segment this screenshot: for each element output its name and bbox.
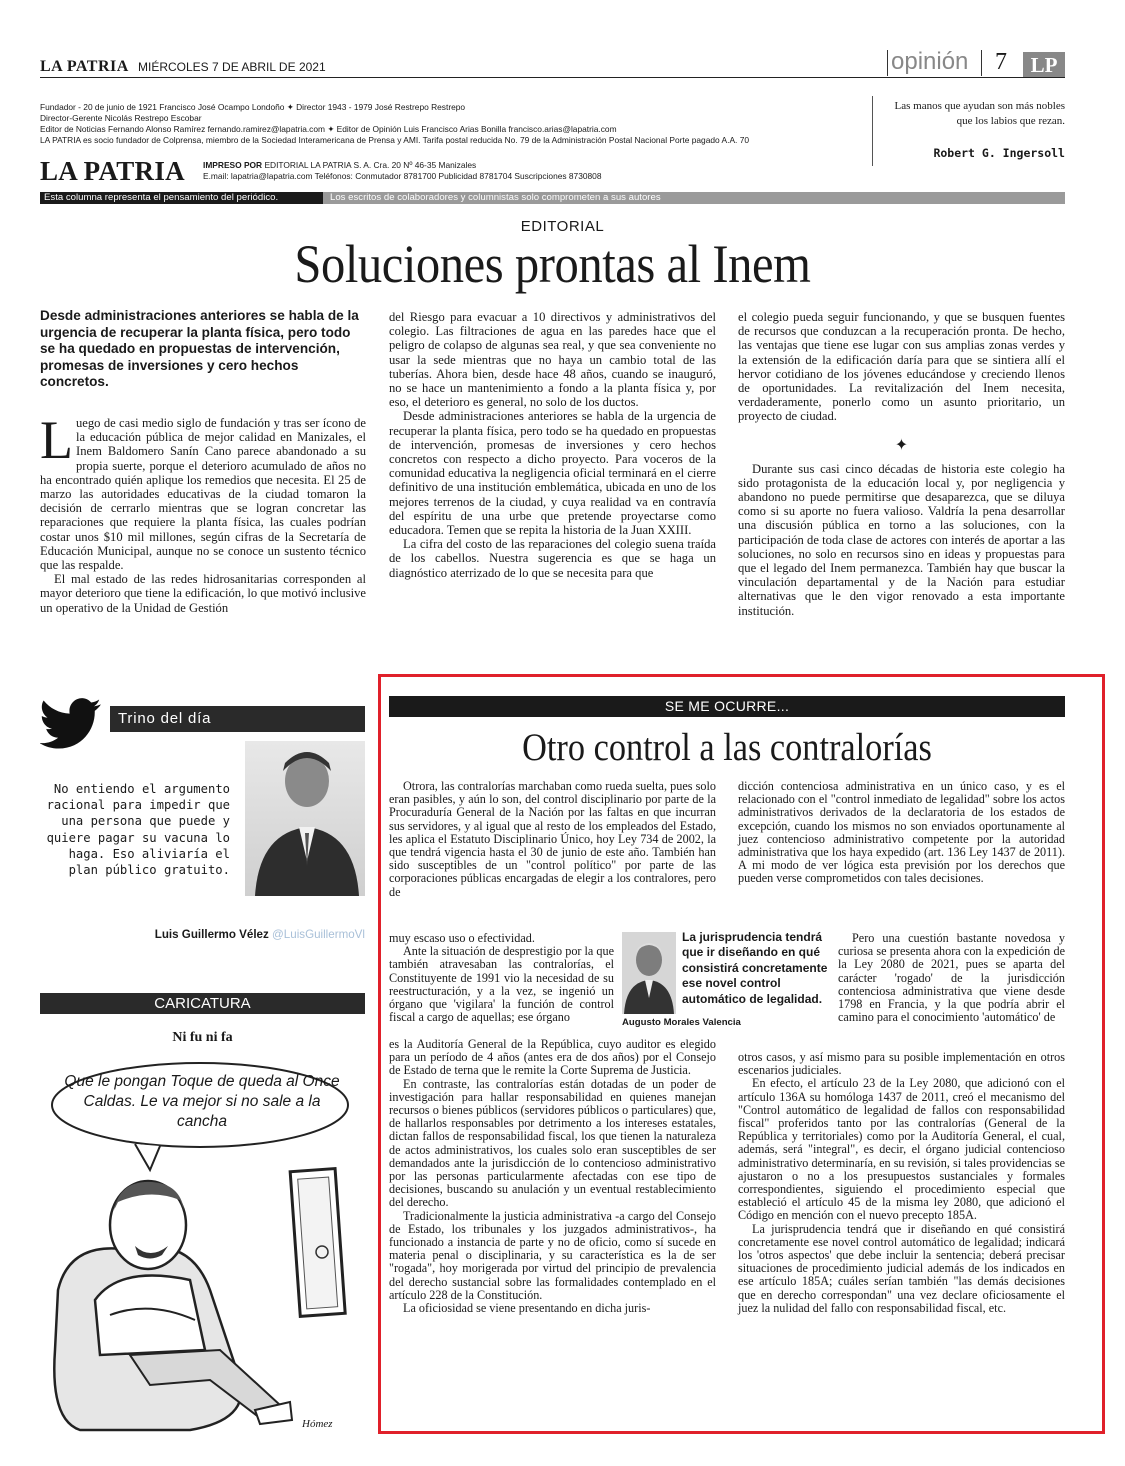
quote-text: Las manos que ayudan son más nobles que los labios que rezan.	[894, 100, 1065, 127]
editorial-column-1	[40, 410, 366, 615]
editorial-paragraph: Desde administraciones anteriores se habla de la urgencia de recuperar la planta física, pero todo se ha quedado en propuestas de intervención, promesas de inversiones y cero hechos concretos con respecto a dicho proyecto. Para voceros de la comunidad educativa la negligencia oficial terminará en el cierre definitivo de una institución emblemática, ubicada en uno de los mejores terrenos de la ciudad, y cuya realidad va en contravía del espíritu de una urbe que pretende proyectarse como educadora. Temen que se repita la historia de la Juan XXIII.	[389, 409, 716, 538]
column-paragraph: La oficiosidad se viene presentando en dicha juris-	[403, 1301, 651, 1316]
caricatura-header	[40, 993, 365, 1014]
section-divider	[887, 50, 888, 76]
column-paragraph: Pero una cuestión bastante novedosa y curiosa se presenta ahora con la expedición de la Ley 2080 de 2021, pues se aparta del carácter 'rogado' de la jurisdicción contenciosa administrativa que viene desde 1798 en Francia, y la que podría abrir el camino para el conocimiento 'automático' de	[838, 931, 1065, 1025]
opinion-banner	[40, 192, 1065, 204]
column-paragraph: Otrora, las contralorías marchaban como rueda suelta, pues solo eran pasibles, y aún lo son, del control disciplinario por parte de la Procuraduría General de la Nación por las faltas en que incurran sus servidores, y al igual que al resto de los empleados del Estado, les aplica el Estatuto Disciplinario Único, hoy Ley 734 de 2002, la que tendrá vigencia hasta el 30 de junio de este año. También han sido susceptibles de un "control político" por parte de las corporaciones públicas encargadas de elegir a los contralores, pero de	[389, 779, 716, 899]
credits-block	[40, 102, 840, 146]
quote-divider	[872, 96, 873, 166]
speech-bubble	[62, 1072, 342, 1132]
editorial-column-2	[389, 310, 716, 580]
editorial-lead: Desde administraciones anteriores se habla de la urgencia de recuperar la planta física, pero todo se ha quedado en propuestas de intervención, promesas de inversiones y cero hechos concretos.	[40, 308, 359, 390]
editorial-title: Soluciones prontas al Inem	[294, 234, 811, 294]
credits-line: Editor de Noticias Fernando Alonso Ramírez fernando.ramirez@lapatria.com ✦ Editor de Opinión Luis Francisco Arias Bonilla francisco.arias@lapatria.com	[40, 124, 617, 134]
columnist-name: Augusto Morales Valencia	[622, 1017, 741, 1028]
masthead-rule	[40, 77, 1065, 78]
editorial-paragraph: Durante sus casi cinco décadas de historia este colegio ha sido protagonista de la educación local y, por negligencia y abandono no puede permitirse que desaparezca, que se diluya como si su aporte no fuera valioso. Valdría la pena desarrollar una discusión pública en torno a las soluciones, con la participación de toda clase de actores con interés de aportar a las soluciones, no solo en recursos sino en ideas y propuestas para que el legado del Inem permanezca. También hay que buscar la vinculación departamental y de la Nación para estudiar alternativas que le den vigor renovado a esta importante institución.	[738, 461, 1065, 618]
editorial-paragraph: La cifra del costo de las reparaciones del colegio suena traída de los cabellos. Nuestra sugerencia es que se haga un diagnóstico aterrizado de lo que se necesita para que	[389, 537, 716, 580]
banner-left: Esta columna representa el pensamiento del periódico.	[40, 192, 323, 204]
column-paragraph: es la Auditoría General de la República, cuyo auditor es elegido para un período de 4 años (antes era de dos años) por el Consejo de Estado de terna que le remite la Corte Suprema de Justicia.	[389, 1037, 716, 1078]
lp-logo: LP	[1023, 52, 1065, 78]
credits-line: Director-Gerente Nicolás Restrepo Escobar	[40, 113, 202, 123]
printer-line: E.mail: lapatria@lapatria.com Teléfonos: Conmutador 8781700 Publicidad 8781704 Suscripciones 8730808	[203, 171, 602, 181]
column-paragraph: otros casos, y así mismo para su posible implementación en otros escenarios judiciales.	[738, 1050, 1065, 1078]
editorial-paragraph: El mal estado de las redes hidrosanitarias corresponden al mayor deterioro que tiene la edificación, lo que motivó inclusive un operativo de la Unidad de Gestión	[40, 572, 366, 615]
column-text-1	[389, 780, 716, 899]
tweet-author-line	[40, 928, 365, 941]
columnist-photo	[622, 932, 676, 1014]
quote-author: Robert G. Ingersoll	[933, 146, 1065, 160]
trino-label: Trino del día	[118, 710, 212, 727]
column-paragraph: La jurisprudencia tendrá que ir diseñando en qué consistirá concretamente ese novel control automático de legalidad; indicará los 'otros aspectos' que debe incluir la sentencia; deberá precisar situaciones de procedimiento judicial además de los indicados en ese artículo 185A; cuáles serían también "las demás decisiones que en derecho correspondan" una vez declare oficiosamente el juez la nulidad del fallo con responsabilidad fiscal, etc.	[738, 1221, 1065, 1315]
column-text-2	[738, 780, 1065, 886]
printer-label: IMPRESO POR	[203, 160, 263, 170]
editorial-paragraph: uego de casi medio siglo de fundación y tras ser ícono de la educación pública de mejor calidad en Manizales, el Inem Baldomero Sanín Cano parece abandonado a su propia suerte, porque el deterioro acumulado de años no ha encontrado quién aplique los remedios que necesita. El 25 de marzo las autoridades educativas de la ciudad tomaron la decisión de cerrarlo mientras que se logran concretar las reparaciones que requiere la planta física, las cuales podrían costar unos $10 mil millones, según cifras de la Secretaría de Educación Municipal, aunque no se conoce un sustento técnico que las respalde.	[40, 416, 366, 573]
masthead-title: LA PATRIA	[40, 58, 129, 75]
pullquote-text: La jurisprudencia tendrá que ir diseñando en qué consistirá concretamente ese novel control automático de legalidad.	[682, 930, 828, 1006]
printer-block	[203, 160, 602, 182]
masthead-bar	[40, 50, 1065, 80]
caricatura-label: CARICATURA	[154, 995, 251, 1012]
trino-header	[110, 706, 365, 732]
column-paragraph: Tradicionalmente la justicia administrativa -a cargo del Consejo de Estado, los tribunales y los juzgados administrativos-, ha funcionado a instancia de parte y no de oficio, como sí sucede en materia penal o disciplinaria, y su característica es la de ser "rogada", hoy morigerada por virtud del principio de prevalencia del derecho sustancial sobre las formalidades contemplado en el artículo 228 de la Constitución.	[389, 1208, 716, 1302]
editorial-column-3	[738, 310, 1065, 618]
twitter-bird-icon	[40, 698, 102, 750]
page-number: 7	[995, 49, 1007, 75]
cartoon-image	[40, 1050, 365, 1443]
column-title: Otro control a las contralorías	[522, 726, 932, 769]
editorial-paragraph: del Riesgo para evacuar a 10 directivos y administrativos del colegio. Las filtraciones de agua en las paredes hace que el peligro de colapso de algunas sea real, y que sea conveniente no usar la sede mientras que no haya un cambio total de las tuberías. Ahora bien, desde hace 48 años, cuando se inauguró, no se hace un mantenimiento a fondo a la planta física y, por eso, el deterioro es general, no solo de los ductos.	[389, 310, 716, 410]
column-text-1-narrow	[389, 932, 614, 1024]
credits-line: Fundador - 20 de junio de 1921 Francisco José Ocampo Londoño ✦ Director 1943 - 1979 José Restrepo Restrepo	[40, 102, 466, 112]
dropcap: L	[40, 410, 73, 470]
brand-logo: LA PATRIA	[40, 156, 185, 186]
column-text-1-rest	[389, 1038, 716, 1315]
column-kicker-bar	[389, 696, 1065, 717]
banner-right: Los escritos de colaboradores y columnistas solo comprometen a sus autores	[330, 192, 661, 203]
speech-bubble-text: Que le pongan Toque de queda al Once Caldas. Le va mejor si no sale a la cancha	[64, 1073, 340, 1130]
column-paragraph: En efecto, el artículo 23 de la Ley 2080, que adicionó con el artículo 136A su homóloga 1437 de 2011, creó el mecanismo del "Control automático de legalidad de fallos con responsabilidad fiscal" proferidos tanto por las contralorías (General de la República y territoriales) como por la Auditoría General, el cual, además, será "integral", es decir, el órgano judicial contencioso administrativo determinaría, en su revisión, si tales providencias se ajustaron o no a los presupuestos sustanciales y formales correspondientes, siguiendo el procedimiento especial que estableció el artículo 45 de la misma ley 2080, que adicionó el Código en mención con el nuevo precepto 185A.	[738, 1076, 1065, 1223]
column-paragraph: muy escaso uso o efectividad.	[389, 931, 535, 945]
cartoon-title: Ni fu ni fa	[172, 1030, 233, 1045]
column-paragraph: En contraste, las contralorías están dotadas de un poder de investigación para hallar responsabilidad en quienes manejan recursos o bienes públicos (servidores públicos o particulares) que, de hallarlos responsables por detrimento a los intereses estatales, dictan fallos de responsabilidad fiscal, los que tienen la naturaleza de actos administrativos, los cuales solo eran susceptibles de ser demandados ante la jurisdicción de lo contencioso administrativo por las personas particularmente afectadas con ese tipo de decisiones, buscando su anulación y un eventual restablecimiento del derecho.	[389, 1076, 716, 1210]
credits-line: LA PATRIA es socio fundador de Colprensa, miembro de la Sociedad Interamericana de Prensa y AMI. Tarifa postal reducida No. 79 de la Administración Postal Nacional Porte pagado A.A. 70	[40, 135, 750, 145]
column-text-2-narrow	[838, 932, 1065, 1024]
column-paragraph: Ante la situación de desprestigio por la que también atravesaban las contralorías, el Constituyente de 1991 vio la necesidad de su reestructuración, y a la vez, se ingenió un órgano que 'vigilara' la función de control fiscal a cargo de aquellas; ese órgano	[389, 944, 614, 1025]
section-name: opinión	[891, 48, 969, 75]
editorial-paragraph: el colegio pueda seguir funcionando, y que se busquen fuentes de recursos que conduzcan a la recuperación pronta. De hecho, las ventajas que tiene ese lugar con sus amplias zonas verdes y la extensión de la edificación daría para que se sintiera allí el hervor cotidiano de los jóvenes educándose y creciendo llenos de oportunidades. La revitalización del Inem necesita, verdaderamente, ponerlo como un asunto prioritario, un proyecto de ciudad.	[738, 310, 1065, 424]
cartoonist-signature: Hómez	[302, 1418, 333, 1430]
tweet-handle[interactable]: @LuisGuillermoVl	[272, 928, 365, 941]
printer-line: EDITORIAL LA PATRIA S. A. Cra. 20 Nº 46-35 Manizales	[264, 160, 477, 170]
column-text-2-rest	[738, 1051, 1065, 1315]
editorial-kicker: EDITORIAL	[520, 218, 605, 235]
author-photo	[245, 741, 365, 896]
section-separator-icon: ✦	[894, 436, 909, 454]
column-paragraph: dicción contenciosa administrativa en un único caso, y es el relacionado con el "control inmediato de legalidad" sobre los actos administrativos derivados de la declaratoria de los estados de excepción, cuando los mismos no son enviados oportunamente al juez contencioso administrativo competente por la autoridad administrativa que los haya expedido (art. 136 Ley 1437 de 2011). A mi modo de ver lógica esta previsión por los derechos que pueden verse comprometidos con tales decisiones.	[738, 779, 1065, 886]
pullquote-box	[620, 930, 830, 1032]
section-divider-2	[981, 50, 982, 76]
tweet-author: Luis Guillermo Vélez	[154, 928, 269, 941]
tweet-text: No entiendo el argumento racional para impedir que una persona que puede y quiere pagar su vacuna lo haga. Eso aliviaría el plan público gratuito.	[46, 782, 230, 878]
column-kicker: SE ME OCURRE...	[664, 698, 790, 714]
issue-date: MIÉRCOLES 7 DE ABRIL DE 2021	[138, 60, 326, 74]
